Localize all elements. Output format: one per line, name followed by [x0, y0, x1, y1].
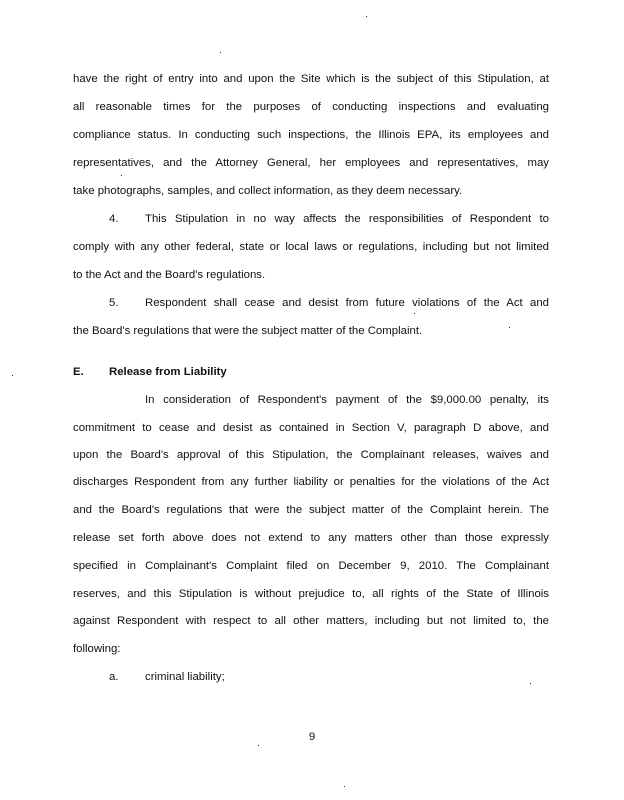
- body-line: reserves, and this Stipulation is without prejudice to, all rights of the State of Illinois: [73, 588, 549, 600]
- body-line: In consideration of Respondent's payment of the $9,000.00 penalty, its: [145, 394, 549, 406]
- body-line: commitment to cease and desist as contained in Section V, paragraph D above, and: [73, 422, 549, 434]
- body-line: have the right of entry into and upon the Site which is the subject of this Stipulation, at: [73, 73, 549, 85]
- body-line: representatives, and the Attorney General, her employees and representatives, may: [73, 157, 549, 169]
- body-line: discharges Respondent from any further liability or penalties for the violations of the Act: [73, 476, 549, 488]
- section-title: Release from Liability: [109, 366, 227, 378]
- body-line: following:: [73, 643, 121, 655]
- body-line: against Respondent with respect to all other matters, including but not limited to, the: [73, 615, 549, 627]
- scan-speck: [366, 16, 367, 17]
- body-line: to the Act and the Board's regulations.: [73, 269, 266, 281]
- body-line: This Stipulation in no way affects the responsibilities of Respondent to: [145, 213, 549, 225]
- scan-speck: [220, 52, 221, 53]
- body-line: and the Board's regulations that were the subject matter of the Complaint herein. The: [73, 504, 549, 516]
- scan-speck: [344, 786, 345, 787]
- list-item-text: criminal liability;: [145, 671, 225, 683]
- scan-speck: [12, 375, 13, 376]
- body-line: all reasonable times for the purposes of conducting inspections and evaluating: [73, 101, 549, 113]
- paragraph-number: 4.: [109, 213, 119, 225]
- body-line: upon the Board's approval of this Stipulation, the Complainant releases, waives and: [73, 449, 549, 461]
- scan-speck: [121, 175, 122, 176]
- scan-speck: [414, 313, 415, 314]
- body-line: the Board's regulations that were the subject matter of the Complaint.: [73, 325, 423, 337]
- body-line: specified in Complainant's Complaint filed on December 9, 2010. The Complainant: [73, 560, 549, 572]
- page-number: 9: [308, 731, 316, 743]
- scan-speck: [509, 327, 510, 328]
- body-line: take photographs, samples, and collect information, as they deem necessary.: [73, 185, 463, 197]
- body-line: compliance status. In conducting such inspections, the Illinois EPA, its employees and: [73, 129, 549, 141]
- section-letter: E.: [73, 366, 84, 378]
- list-letter: a.: [109, 671, 119, 683]
- scan-speck: [258, 745, 259, 746]
- scan-speck: [530, 683, 531, 684]
- body-line: release set forth above does not extend to any matters other than those expressly: [73, 532, 549, 544]
- body-line: Respondent shall cease and desist from future violations of the Act and: [145, 297, 549, 309]
- body-line: comply with any other federal, state or local laws or regulations, including but not limited: [73, 241, 549, 253]
- paragraph-number: 5.: [109, 297, 119, 309]
